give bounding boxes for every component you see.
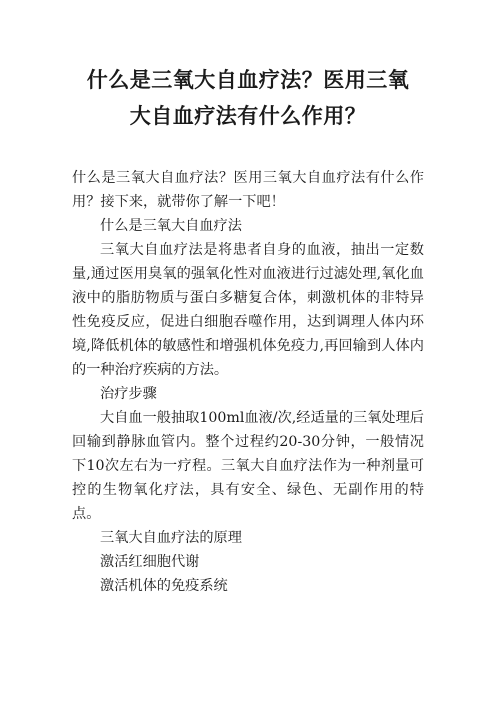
- definition-paragraph: 三氧大自血疗法是将患者自身的血液，抽出一定数量,通过医用臭氧的强氧化性对血液进行过滤处理,氧化血液中的脂肪物质与蛋白多糖复合体，刺激机体的非特异性免疫反应，促进白细胞吞噬作用，达到调理人体内环境,降低机体的敏感性和增强机体免疫力,再回输到人体内的一种治疗疾病的方法。: [72, 242, 424, 378]
- document-body: [72, 166, 424, 598]
- title-line-2: 大自血疗法有什么作用？: [129, 104, 367, 128]
- intro-paragraph: 什么是三氧大自血疗法？医用三氧大自血疗法有什么作用？接下来，就带你了解一下吧！: [72, 170, 424, 210]
- principle-item-2: 激活机体的免疫系统: [100, 578, 228, 594]
- principle-item-1: 激活红细胞代谢: [100, 554, 200, 570]
- section-heading-what-is: 什么是三氧大自血疗法: [100, 218, 242, 234]
- title-line-1: 什么是三氧大自血疗法？医用三氧: [86, 68, 410, 92]
- steps-paragraph: 大自血一般抽取100ml血液/次,经适量的三氧处理后回输到静脉血管内。整个过程约20-30分钟，一般情况下10次左右为一疗程。三氧大自血疗法作为一种剂量可控的生物氧化疗法，具有安全、绿色、无副作用的特点。: [72, 410, 424, 522]
- section-heading-principle: 三氧大自血疗法的原理: [100, 530, 242, 546]
- document-title: [72, 62, 424, 134]
- section-heading-steps: 治疗步骤: [100, 386, 157, 402]
